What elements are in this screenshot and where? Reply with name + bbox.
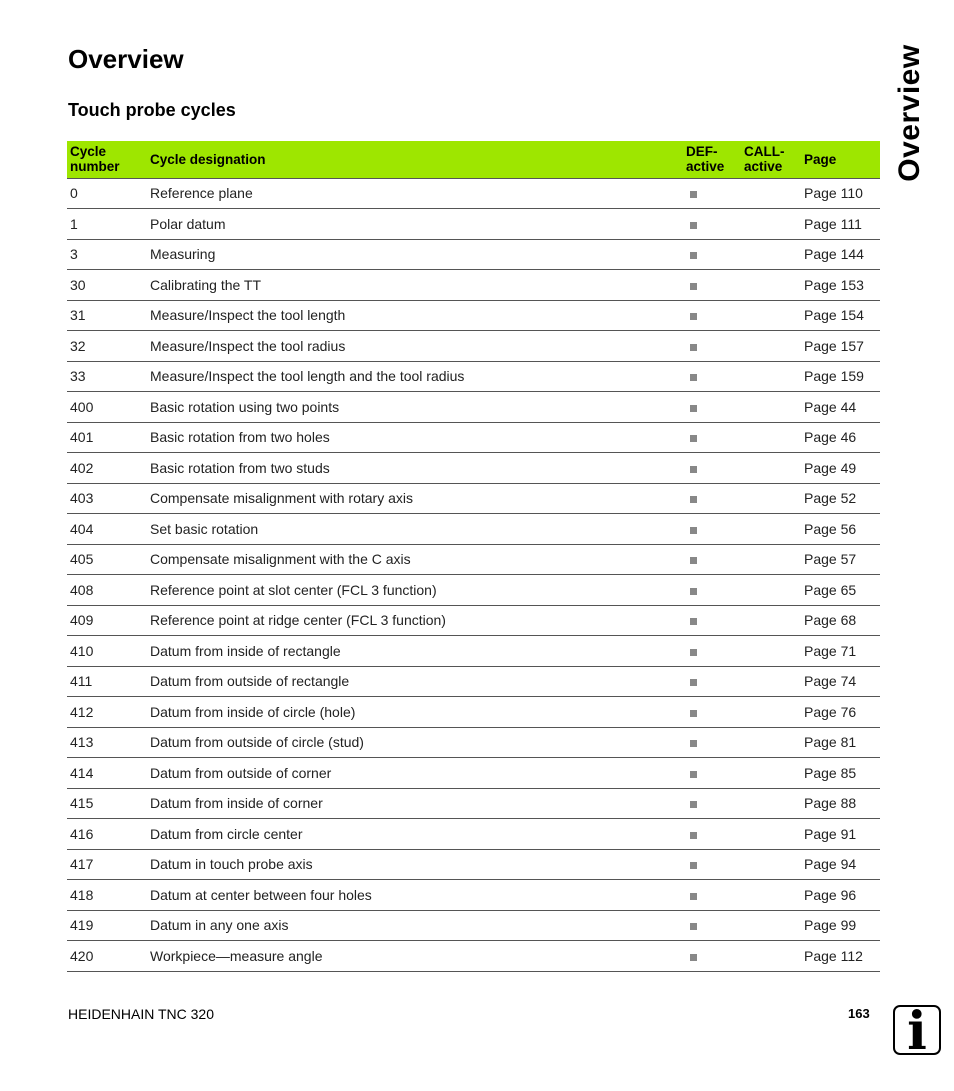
cell-call-active <box>741 849 801 880</box>
cell-cycle-designation: Datum in touch probe axis <box>147 849 683 880</box>
cell-page-ref: Page 71 <box>801 636 880 667</box>
cell-def-active <box>683 727 741 758</box>
cell-call-active <box>741 819 801 850</box>
cell-call-active <box>741 392 801 423</box>
cell-def-active <box>683 422 741 453</box>
cell-page-ref: Page 91 <box>801 819 880 850</box>
footer-product: HEIDENHAIN TNC 320 <box>68 1006 215 1022</box>
cell-page-ref: Page 99 <box>801 910 880 941</box>
cell-def-active <box>683 910 741 941</box>
cell-call-active <box>741 422 801 453</box>
cell-cycle-number: 405 <box>67 544 147 575</box>
square-marker-icon <box>690 893 697 900</box>
cell-cycle-number: 403 <box>67 483 147 514</box>
cell-def-active <box>683 697 741 728</box>
cell-cycle-number: 401 <box>67 422 147 453</box>
table-row <box>67 392 880 423</box>
cell-cycle-number: 0 <box>67 178 147 209</box>
square-marker-icon <box>690 649 697 656</box>
cell-cycle-number: 32 <box>67 331 147 362</box>
square-marker-icon <box>690 466 697 473</box>
square-marker-icon <box>690 344 697 351</box>
cell-cycle-designation: Measure/Inspect the tool radius <box>147 331 683 362</box>
square-marker-icon <box>690 710 697 717</box>
cell-call-active <box>741 331 801 362</box>
cell-cycle-designation: Measuring <box>147 239 683 270</box>
table-row <box>67 819 880 850</box>
footer-page-number: 163 <box>848 1006 870 1021</box>
cell-cycle-designation: Set basic rotation <box>147 514 683 545</box>
square-marker-icon <box>690 862 697 869</box>
cell-call-active <box>741 453 801 484</box>
cell-cycle-number: 30 <box>67 270 147 301</box>
side-tab-label: Overview <box>893 44 926 182</box>
cell-page-ref: Page 65 <box>801 575 880 606</box>
cell-cycle-designation: Reference point at ridge center (FCL 3 function) <box>147 605 683 636</box>
cell-call-active <box>741 514 801 545</box>
cell-cycle-designation: Datum from inside of corner <box>147 788 683 819</box>
cell-cycle-number: 404 <box>67 514 147 545</box>
table-row <box>67 239 880 270</box>
cell-call-active <box>741 575 801 606</box>
cell-call-active <box>741 605 801 636</box>
cell-page-ref: Page 74 <box>801 666 880 697</box>
square-marker-icon <box>690 496 697 503</box>
cell-page-ref: Page 46 <box>801 422 880 453</box>
cell-cycle-designation: Datum from outside of corner <box>147 758 683 789</box>
cell-cycle-number: 400 <box>67 392 147 423</box>
cell-call-active <box>741 666 801 697</box>
cell-def-active <box>683 300 741 331</box>
cell-def-active <box>683 178 741 209</box>
table-row <box>67 788 880 819</box>
table-row <box>67 941 880 972</box>
cell-def-active <box>683 361 741 392</box>
table-row <box>67 483 880 514</box>
cell-def-active <box>683 849 741 880</box>
cell-cycle-designation: Basic rotation from two studs <box>147 453 683 484</box>
cell-cycle-designation: Datum at center between four holes <box>147 880 683 911</box>
table-row <box>67 331 880 362</box>
cell-call-active <box>741 697 801 728</box>
cell-cycle-number: 412 <box>67 697 147 728</box>
square-marker-icon <box>690 283 697 290</box>
cell-cycle-designation: Datum from inside of circle (hole) <box>147 697 683 728</box>
square-marker-icon <box>690 222 697 229</box>
table-row <box>67 422 880 453</box>
cell-def-active <box>683 819 741 850</box>
cell-cycle-designation: Polar datum <box>147 209 683 240</box>
table-row <box>67 758 880 789</box>
info-icon <box>893 1001 941 1062</box>
cell-def-active <box>683 239 741 270</box>
cell-page-ref: Page 49 <box>801 453 880 484</box>
header-call-active: CALL-active <box>741 141 801 178</box>
square-marker-icon <box>690 923 697 930</box>
cell-page-ref: Page 144 <box>801 239 880 270</box>
cell-def-active <box>683 636 741 667</box>
cell-cycle-number: 415 <box>67 788 147 819</box>
cell-def-active <box>683 453 741 484</box>
cell-page-ref: Page 111 <box>801 209 880 240</box>
header-cycle-number: Cycle number <box>67 141 147 178</box>
table-row <box>67 178 880 209</box>
cell-def-active <box>683 941 741 972</box>
cell-def-active <box>683 544 741 575</box>
cell-page-ref: Page 85 <box>801 758 880 789</box>
info-icon-glyph: i <box>907 1001 927 1062</box>
cycles-table <box>67 141 880 972</box>
header-cycle-designation: Cycle designation <box>147 141 683 178</box>
table-header-row <box>67 141 880 178</box>
cell-def-active <box>683 514 741 545</box>
table-row <box>67 514 880 545</box>
cell-cycle-number: 409 <box>67 605 147 636</box>
table-row <box>67 270 880 301</box>
cell-def-active <box>683 758 741 789</box>
cell-cycle-designation: Datum from outside of circle (stud) <box>147 727 683 758</box>
cell-page-ref: Page 159 <box>801 361 880 392</box>
cell-cycle-number: 420 <box>67 941 147 972</box>
cell-cycle-designation: Measure/Inspect the tool length and the tool radius <box>147 361 683 392</box>
cell-def-active <box>683 666 741 697</box>
cell-cycle-number: 413 <box>67 727 147 758</box>
cell-cycle-number: 410 <box>67 636 147 667</box>
table-row <box>67 605 880 636</box>
cell-page-ref: Page 44 <box>801 392 880 423</box>
square-marker-icon <box>690 954 697 961</box>
cell-cycle-designation: Workpiece—measure angle <box>147 941 683 972</box>
square-marker-icon <box>690 405 697 412</box>
table-row <box>67 880 880 911</box>
cell-call-active <box>741 209 801 240</box>
cell-cycle-number: 418 <box>67 880 147 911</box>
cell-cycle-designation: Compensate misalignment with rotary axis <box>147 483 683 514</box>
cell-cycle-number: 33 <box>67 361 147 392</box>
cell-cycle-designation: Datum in any one axis <box>147 910 683 941</box>
cell-cycle-number: 411 <box>67 666 147 697</box>
cell-def-active <box>683 209 741 240</box>
square-marker-icon <box>690 435 697 442</box>
cell-cycle-designation: Basic rotation using two points <box>147 392 683 423</box>
cell-cycle-designation: Datum from circle center <box>147 819 683 850</box>
cell-call-active <box>741 758 801 789</box>
side-tab <box>890 44 930 182</box>
cell-page-ref: Page 153 <box>801 270 880 301</box>
cell-call-active <box>741 239 801 270</box>
cell-call-active <box>741 941 801 972</box>
square-marker-icon <box>690 679 697 686</box>
cell-call-active <box>741 483 801 514</box>
table-row <box>67 300 880 331</box>
table-row <box>67 544 880 575</box>
table-row <box>67 666 880 697</box>
cell-call-active <box>741 361 801 392</box>
header-def-active: DEF-active <box>683 141 741 178</box>
cell-call-active <box>741 300 801 331</box>
square-marker-icon <box>690 191 697 198</box>
cell-def-active <box>683 788 741 819</box>
cell-cycle-designation: Reference plane <box>147 178 683 209</box>
cell-def-active <box>683 605 741 636</box>
section-title: Touch probe cycles <box>68 100 236 120</box>
square-marker-icon <box>690 557 697 564</box>
cell-page-ref: Page 56 <box>801 514 880 545</box>
cell-cycle-designation: Basic rotation from two holes <box>147 422 683 453</box>
cell-page-ref: Page 88 <box>801 788 880 819</box>
cell-cycle-number: 408 <box>67 575 147 606</box>
table-row <box>67 697 880 728</box>
cell-page-ref: Page 157 <box>801 331 880 362</box>
cell-page-ref: Page 112 <box>801 941 880 972</box>
cell-cycle-number: 414 <box>67 758 147 789</box>
table-row <box>67 361 880 392</box>
cell-cycle-designation: Compensate misalignment with the C axis <box>147 544 683 575</box>
cell-page-ref: Page 96 <box>801 880 880 911</box>
square-marker-icon <box>690 801 697 808</box>
square-marker-icon <box>690 618 697 625</box>
cell-def-active <box>683 270 741 301</box>
cell-call-active <box>741 910 801 941</box>
cell-call-active <box>741 270 801 301</box>
cell-cycle-number: 419 <box>67 910 147 941</box>
square-marker-icon <box>690 832 697 839</box>
cell-def-active <box>683 331 741 362</box>
cell-cycle-number: 1 <box>67 209 147 240</box>
cell-page-ref: Page 81 <box>801 727 880 758</box>
cell-call-active <box>741 880 801 911</box>
table-row <box>67 910 880 941</box>
cell-cycle-number: 402 <box>67 453 147 484</box>
square-marker-icon <box>690 313 697 320</box>
cell-cycle-designation: Datum from outside of rectangle <box>147 666 683 697</box>
cell-page-ref: Page 52 <box>801 483 880 514</box>
cell-cycle-designation: Reference point at slot center (FCL 3 function) <box>147 575 683 606</box>
cell-cycle-designation: Calibrating the TT <box>147 270 683 301</box>
cell-page-ref: Page 76 <box>801 697 880 728</box>
cell-call-active <box>741 788 801 819</box>
square-marker-icon <box>690 588 697 595</box>
square-marker-icon <box>690 740 697 747</box>
cell-page-ref: Page 68 <box>801 605 880 636</box>
table-row <box>67 453 880 484</box>
cell-cycle-number: 417 <box>67 849 147 880</box>
square-marker-icon <box>690 527 697 534</box>
square-marker-icon <box>690 252 697 259</box>
cell-cycle-designation: Datum from inside of rectangle <box>147 636 683 667</box>
header-page: Page <box>801 141 880 178</box>
table-row <box>67 727 880 758</box>
square-marker-icon <box>690 374 697 381</box>
page-title: Overview <box>68 44 184 74</box>
cell-call-active <box>741 636 801 667</box>
table-row <box>67 849 880 880</box>
cell-page-ref: Page 57 <box>801 544 880 575</box>
cell-def-active <box>683 880 741 911</box>
cell-def-active <box>683 392 741 423</box>
cell-cycle-designation: Measure/Inspect the tool length <box>147 300 683 331</box>
cell-page-ref: Page 110 <box>801 178 880 209</box>
table-row <box>67 575 880 606</box>
square-marker-icon <box>690 771 697 778</box>
cell-cycle-number: 31 <box>67 300 147 331</box>
cell-call-active <box>741 727 801 758</box>
table-row <box>67 209 880 240</box>
cell-call-active <box>741 178 801 209</box>
cell-def-active <box>683 575 741 606</box>
cell-page-ref: Page 154 <box>801 300 880 331</box>
cell-cycle-number: 3 <box>67 239 147 270</box>
table-body <box>67 178 880 971</box>
cell-page-ref: Page 94 <box>801 849 880 880</box>
table-row <box>67 636 880 667</box>
cell-call-active <box>741 544 801 575</box>
cell-def-active <box>683 483 741 514</box>
cell-cycle-number: 416 <box>67 819 147 850</box>
